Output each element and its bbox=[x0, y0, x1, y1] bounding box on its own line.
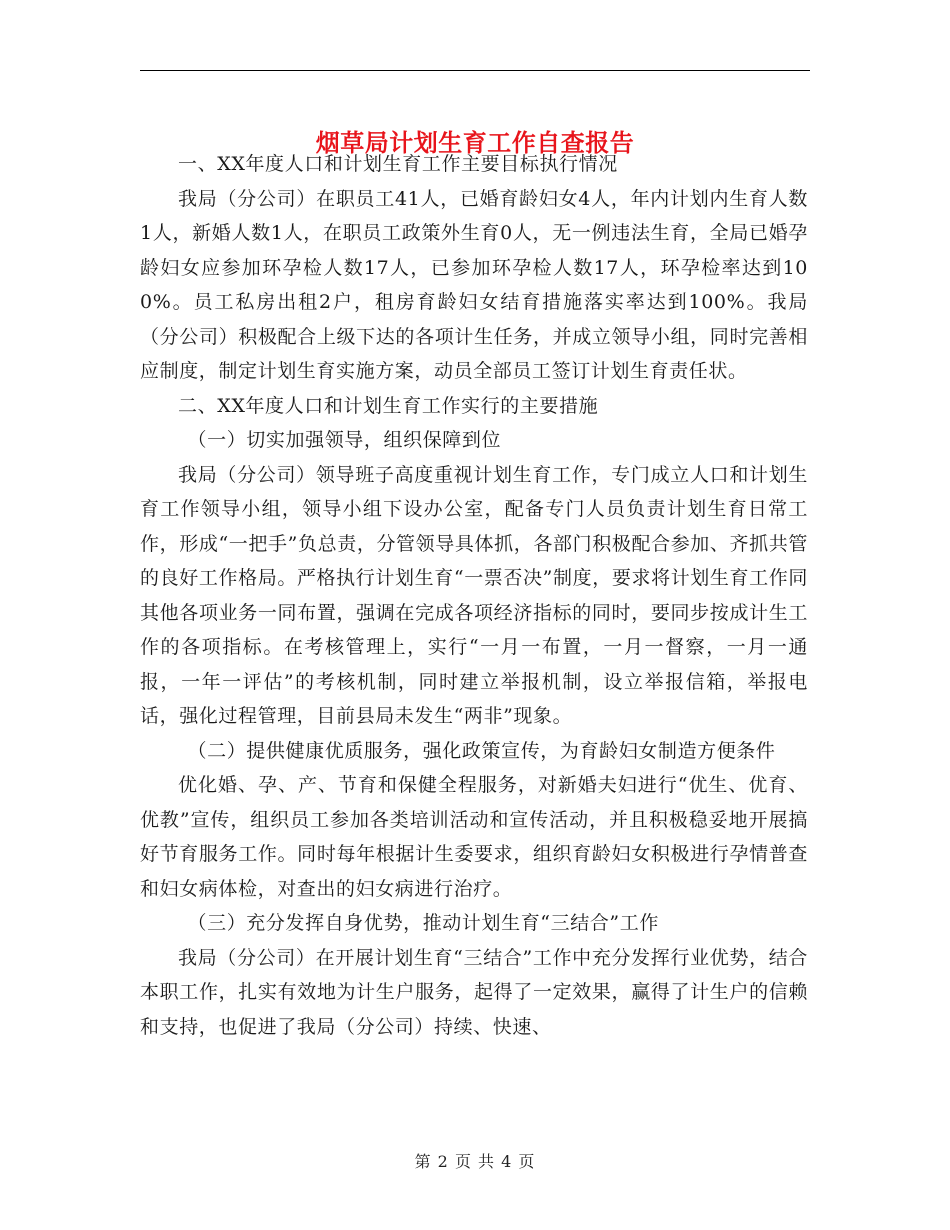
subsection-heading: （一）切实加强领导，组织保障到位 bbox=[187, 429, 502, 451]
header-rule bbox=[140, 70, 810, 71]
section-heading: 二、XX年度人口和计划生育工作实行的主要措施 bbox=[178, 394, 599, 417]
section-heading: 一、XX年度人口和计划生育工作主要目标执行情况 bbox=[178, 153, 618, 175]
page-footer: 第 2 页 共 4 页 bbox=[414, 1152, 536, 1171]
body-paragraph: 我局（分公司）在开展计划生育“三结合”工作中充分发挥行业优势，结合本职工作，扎实有效地为计生户服务，起得了一定效果，赢得了计生户的信赖和支持，也促进了我局（分公司）持续、快速、 bbox=[140, 946, 808, 1038]
subsection-heading: （三）充分发挥自身优势，推动计划生育“三结合”工作 bbox=[187, 912, 659, 934]
subsection-heading: （二）提供健康优质服务，强化政策宣传，为育龄妇女制造方便条件 bbox=[187, 739, 776, 762]
body-paragraph: 优化婚、孕、产、节育和保健全程服务，对新婚夫妇进行“优生、优育、优教”宣传，组织员工参加各类培训活动和宣传活动，并且积极稳妥地开展搞好节育服务工作。同时每年根据计生委要求，组织育龄妇女积极进行孕情普查和妇女病体检，对查出的妇女病进行治疗。 bbox=[140, 774, 808, 900]
document-title: 烟草局计划生育工作自查报告 bbox=[315, 128, 635, 158]
body-paragraph: 我局（分公司）领导班子高度重视计划生育工作，专门成立人口和计划生育工作领导小组，领导小组下设办公室，配备专门人员负责计划生育日常工作，形成“一把手”负总责，分管领导具体抓，各部门积极配合参加、齐抓共管的良好工作格局。严格执行计划生育“一票否决”制度，要求将计划生育工作同其他各项业务一同布置，强调在完成各项经济指标的同时，要同步按成计生工作的各项指标。在考核管理上，实行“一月一布置，一月一督察，一月一通报，一年一评估”的考核机制，同时建立举报机制，设立举报信箱，举报电话，强化过程管理，目前县局未发生“两非”现象。 bbox=[140, 463, 808, 727]
document-body bbox=[140, 147, 808, 1044]
body-paragraph: 我局（分公司）在职员工41人，已婚育龄妇女4人，年内计划内生育人数1人，新婚人数1人，在职员工政策外生育0人，无一例违法生育，全局已婚孕龄妇女应参加环孕检人数17人，已参加环孕检人数17人，环孕检率达到100%。员工私房出租2户，租房育龄妇女结育措施落实率达到100%。我局（分公司）积极配合上级下达的各项计生任务，并成立领导小组，同时完善相应制度，制定计划生育实施方案，动员全部员工签订计划生育责任状。 bbox=[140, 187, 808, 382]
